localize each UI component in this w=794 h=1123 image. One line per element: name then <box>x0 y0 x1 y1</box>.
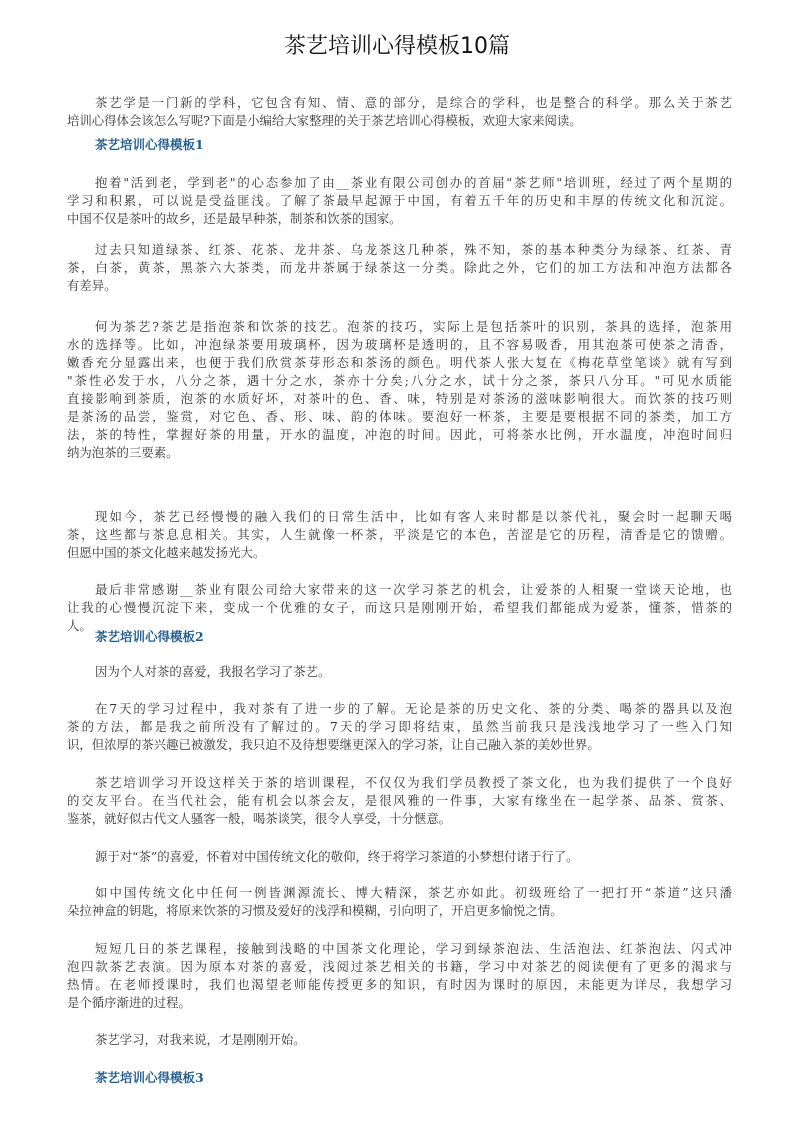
paragraph-line: 鉴茶，就好似古代文人骚客一般，喝茶谈笑，很令人享受，十分惬意。 <box>67 811 452 826</box>
paragraph <box>67 774 732 828</box>
paragraph-line: 有差异。 <box>67 278 117 293</box>
paragraph <box>67 663 732 681</box>
paragraph-line: 泡四款茶艺表演。因为原本对茶的喜爱，浅阅过茶艺相关的书籍，学习中对茶艺的阅读便有了更多的渴求与 <box>67 959 732 974</box>
paragraph-line: 何为茶艺?茶艺是指泡茶和饮茶的技艺。泡茶的技巧，实际上是包括茶叶的识别，茶具的选择，泡茶用 <box>95 319 732 334</box>
paragraph-line: 识，但浓厚的茶兴趣已被激发，我只迫不及待想要继更深入的学习茶，让自己融入茶的美妙世界。 <box>67 737 600 752</box>
paragraph-line: 短短几日的茶艺课程，接触到浅略的中国茶文化理论，学习到绿茶泡法、生活泡法、红茶泡法、闪式冲 <box>95 941 732 956</box>
paragraph-line: 学习和积累，可以说是受益匪浅。了解了茶最早起源于中国，有着五千年的历史和丰厚的传统文化和沉淀。 <box>67 193 732 208</box>
paragraph-line: 如中国传统文化中任何一例皆渊源流长、博大精深，茶艺亦如此。初级班给了一把打开“茶道”这只潘 <box>95 885 732 900</box>
paragraph-line: 水的选择等。比如，冲泡绿茶要用玻璃杯，因为玻璃杯是透明的，且不容易吸香，用其泡茶可使茶之清香， <box>67 337 732 352</box>
paragraph-line: 因为个人对茶的喜爱，我报名学习了茶艺。 <box>95 664 331 679</box>
paragraph <box>67 174 732 228</box>
paragraph-line: 茶，白茶，黄茶，黑茶六大茶类，而龙井茶属于绿茶这一分类。除此之外，它们的加工方法和冲泡方法都各 <box>67 260 732 275</box>
paragraph-line: 现如今，茶艺已经慢慢的融入我们的日常生活中，比如有客人来时都是以茶代礼，聚会时一起聊天喝 <box>95 509 732 524</box>
paragraph-line: 直接影响到茶质，泡茶的水质好坏，对茶叶的色、香、味，特别是对茶汤的滋味影响很大。而饮茶的技巧则 <box>67 391 732 406</box>
paragraph <box>67 1031 732 1049</box>
paragraph <box>67 884 732 920</box>
section-heading: 茶艺培训心得模板2 <box>95 629 204 644</box>
paragraph <box>67 848 732 866</box>
paragraph-line: 最后非常感谢__茶业有限公司给大家带来的这一次学习茶艺的机会，让爱茶的人相聚一堂谈天论地，也 <box>95 582 732 597</box>
paragraph-line: 是茶汤的品尝，鉴赏，对它色、香、形、味、韵的体味。要泡好一杯茶，主要是要根据不同的茶类，加工方 <box>67 409 732 424</box>
paragraph <box>67 241 732 295</box>
paragraph-line: 朵拉神盒的钥匙，将原来饮茶的习惯及爱好的浅浮和模糊，引向明了，开启更多愉悦之情。 <box>67 903 563 918</box>
paragraph <box>67 940 732 1012</box>
paragraph-line: 是个循序渐进的过程。 <box>67 995 191 1010</box>
paragraph <box>67 700 732 754</box>
paragraph-line: 茶艺学习，对我来说，才是刚刚开始。 <box>95 1032 306 1047</box>
paragraph-line: 过去只知道绿茶、红茶、花茶、龙井茶、乌龙茶这几种茶，殊不知，茶的基本种类分为绿茶、红茶、青 <box>95 242 732 257</box>
paragraph <box>67 94 732 130</box>
paragraph-line: 在7天的学习过程中，我对茶有了进一步的了解。无论是茶的历史文化、茶的分类、喝茶的器具以及泡 <box>95 701 732 716</box>
paragraph-line: 但愿中国的茶文化越来越发扬光大。 <box>67 545 266 560</box>
paragraph-line: 法，茶的特性，掌握好茶的用量，开水的温度，冲泡的时间。因此，可将茶水比例，开水温度，冲泡时间归 <box>67 427 732 442</box>
section-heading: 茶艺培训心得模板1 <box>95 137 204 152</box>
paragraph <box>67 581 732 635</box>
paragraph-line: 源于对“茶”的喜爱，怀着对中国传统文化的敬仰，终于将学习茶道的小梦想付诸于行了。 <box>95 849 579 864</box>
paragraph-line: 嫩香充分显露出来，也便于我们欣赏茶芽形态和茶汤的颜色。明代茶人张大复在《梅花草堂笔谈》就有写到 <box>67 355 732 370</box>
paragraph-line: 茶的方法，都是我之前所没有了解过的。7天的学习即将结束，虽然当前我只是浅浅地学习了一些入门知 <box>67 719 732 734</box>
section-heading: 茶艺培训心得模板3 <box>95 1070 204 1085</box>
paragraph-line: 茶艺培训学习开设这样关于茶的培训课程，不仅仅为我们学员教授了茶文化，也为我们提供了一个良好 <box>95 775 732 790</box>
paragraph-line: 让我的心慢慢沉淀下来，变成一个优雅的女子，而这只是刚刚开始，希望我们都能成为爱茶，懂茶，惜茶的 <box>67 600 732 615</box>
paragraph <box>67 318 732 462</box>
paragraph-line: "茶性必发于水，八分之茶，遇十分之水，茶亦十分矣;八分之水，试十分之茶，茶只八分耳。"可见水质能 <box>67 373 732 388</box>
paragraph-line: 茶艺学是一门新的学科，它包含有知、情、意的部分，是综合的学科，也是整合的科学。那么关于茶艺 <box>95 95 732 110</box>
document-title: 茶艺培训心得模板10篇 <box>284 34 510 59</box>
paragraph-line: 纳为泡茶的三要素。 <box>67 445 179 460</box>
paragraph-line: 人。 <box>67 618 92 633</box>
paragraph-line: 抱着"活到老，学到老"的心态参加了由__茶业有限公司创办的首届"茶艺师"培训班，经过了两个星期的 <box>95 175 732 190</box>
paragraph-line: 的交友平台。在当代社会，能有机会以茶会友，是很风雅的一件事，大家有缘坐在一起学茶、品茶、赏茶、 <box>67 793 732 808</box>
paragraph <box>67 508 732 562</box>
paragraph-line: 热情。在老师授课时，我们也渴望老师能传授更多的知识，有时因为课时的原因，未能更为详尽，我想学习 <box>67 977 732 992</box>
paragraph-line: 培训心得体会该怎么写呢?下面是小编给大家整理的关于茶艺培训心得模板，欢迎大家来阅读。 <box>67 113 582 128</box>
paragraph-line: 中国不仅是茶叶的故乡，还是最早种茶，制茶和饮茶的国家。 <box>67 211 402 226</box>
paragraph-line: 茶，这些都与茶息息相关。其实，人生就像一杯茶，平淡是它的本色，苦涩是它的历程，清香是它的馈赠。 <box>67 527 732 542</box>
